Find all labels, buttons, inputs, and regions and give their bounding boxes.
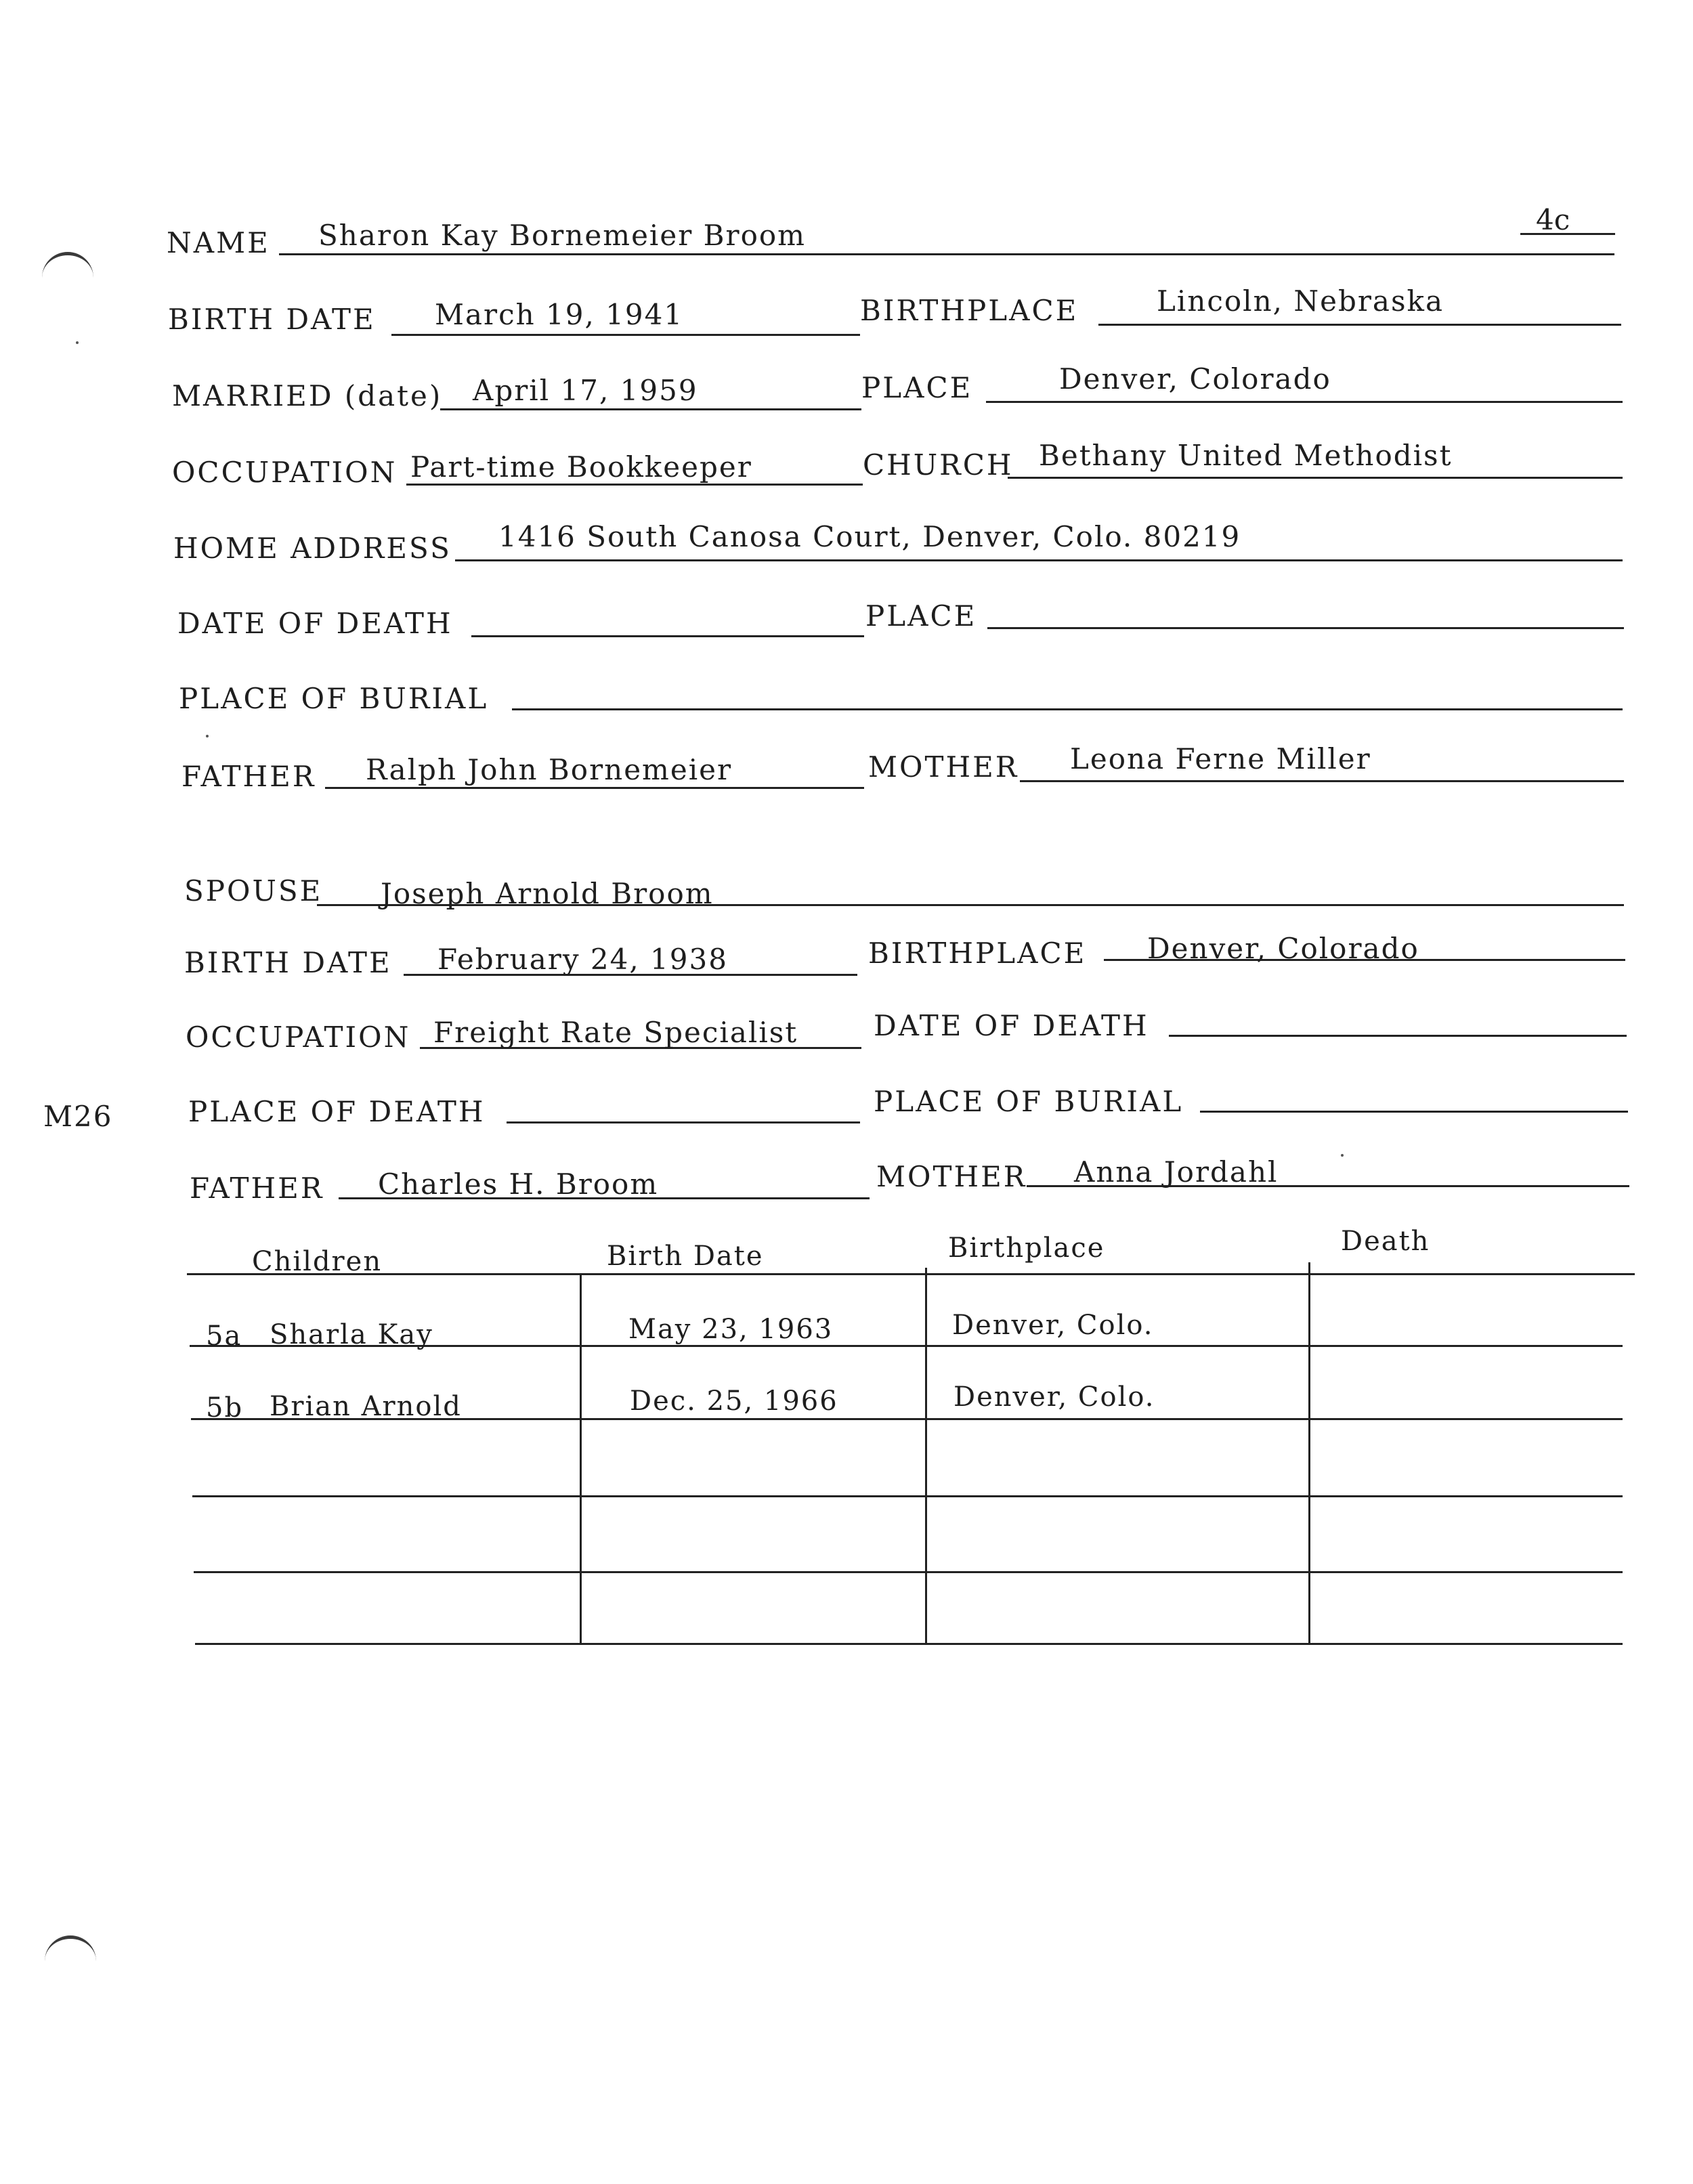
church-value: Bethany United Methodist: [1039, 439, 1453, 472]
birthplace-column-header: Birthplace: [948, 1233, 1105, 1264]
child-birthplace: Denver, Colo.: [953, 1382, 1155, 1413]
home-address-line: [455, 559, 1623, 561]
table-row-rule: [195, 1643, 1623, 1645]
page-reference-code: 4c: [1536, 203, 1570, 236]
spouse-label: SPOUSE: [184, 874, 323, 907]
birth-date-value: March 19, 1941: [435, 298, 684, 331]
mother-value: Leona Ferne Miller: [1070, 742, 1371, 775]
place-of-burial-line: [512, 708, 1623, 710]
child-name: Brian Arnold: [270, 1391, 462, 1422]
spouse-father-label: FATHER: [190, 1172, 324, 1205]
married-date-value: April 17, 1959: [473, 374, 698, 407]
table-header-rule: [187, 1273, 1635, 1275]
child-code: 5b: [206, 1392, 244, 1423]
spouse-birth-date-value: February 24, 1938: [437, 943, 728, 976]
child-name: Sharla Kay: [270, 1319, 433, 1350]
mother-label: MOTHER: [868, 750, 1019, 784]
child-birth-date: Dec. 25, 1966: [630, 1386, 838, 1417]
birthplace-line: [1098, 324, 1621, 326]
name-line: [279, 253, 1614, 255]
home-address-label: HOME ADDRESS: [173, 532, 452, 565]
spouse-birthplace-value: Denver, Colorado: [1147, 932, 1419, 965]
married-place-value: Denver, Colorado: [1059, 362, 1331, 395]
spouse-birthplace-label: BIRTHPLACE: [868, 937, 1087, 970]
spouse-mother-label: MOTHER: [876, 1160, 1027, 1193]
birthplace-label: BIRTHPLACE: [860, 294, 1079, 327]
child-code: 5a: [206, 1321, 242, 1352]
spouse-birth-date-label: BIRTH DATE: [184, 946, 392, 979]
place-of-burial-label: PLACE OF BURIAL: [179, 682, 489, 715]
child-birthplace: Denver, Colo.: [952, 1310, 1154, 1341]
name-label: NAME: [167, 226, 270, 259]
table-column-rule: [925, 1268, 927, 1643]
death-place-label: PLACE: [865, 599, 977, 633]
date-of-death-label: DATE OF DEATH: [177, 607, 453, 640]
child-birth-date: May 23, 1963: [628, 1314, 834, 1345]
occupation-value: Part-time Bookkeeper: [410, 450, 752, 484]
spouse-mother-value: Anna Jordahl: [1074, 1155, 1279, 1189]
spouse-place-of-burial-line: [1200, 1111, 1628, 1113]
father-value: Ralph John Bornemeier: [366, 753, 733, 786]
page-reference-underline: [1520, 233, 1615, 235]
table-row-rule: [192, 1495, 1623, 1497]
children-column-header: Children: [252, 1246, 383, 1277]
birth-date-label: BIRTH DATE: [168, 303, 376, 336]
spouse-place-of-death-label: PLACE OF DEATH: [188, 1095, 486, 1128]
married-place-label: PLACE: [861, 371, 973, 404]
father-line: [325, 787, 864, 789]
paper-speck: [1341, 1154, 1344, 1157]
mother-line: [1020, 780, 1624, 782]
margin-reference-code: M26: [43, 1100, 113, 1133]
spouse-value: Joseph Arnold Broom: [381, 877, 714, 910]
birth-date-column-header: Birth Date: [607, 1241, 764, 1272]
church-label: CHURCH: [863, 448, 1014, 481]
married-place-line: [986, 401, 1623, 403]
spouse-father-value: Charles H. Broom: [378, 1168, 659, 1201]
birth-date-line: [391, 334, 860, 336]
paper-speck: [206, 735, 209, 737]
occupation-label: OCCUPATION: [172, 456, 398, 489]
spouse-occupation-label: OCCUPATION: [186, 1021, 411, 1054]
married-date-line: [440, 408, 861, 410]
death-place-line: [987, 627, 1624, 629]
father-label: FATHER: [181, 760, 316, 793]
church-line: [1008, 477, 1623, 479]
birthplace-value: Lincoln, Nebraska: [1157, 284, 1444, 318]
spouse-occupation-value: Freight Rate Specialist: [433, 1016, 798, 1049]
married-date-label: MARRIED (date): [172, 379, 443, 412]
table-column-rule: [1308, 1262, 1310, 1643]
date-of-death-line: [471, 635, 864, 637]
spouse-place-of-death-line: [507, 1121, 860, 1123]
paper-speck: [76, 341, 79, 344]
occupation-line: [406, 484, 863, 486]
spouse-date-of-death-label: DATE OF DEATH: [874, 1009, 1149, 1042]
name-value: Sharon Kay Bornemeier Broom: [318, 219, 806, 252]
table-column-rule: [580, 1273, 582, 1643]
home-address-value: 1416 South Canosa Court, Denver, Colo. 80219: [498, 520, 1241, 553]
hole-punch-mark-bottom: [45, 1935, 96, 1966]
table-row-rule: [194, 1571, 1623, 1573]
hole-punch-mark-top: [42, 252, 93, 282]
death-column-header: Death: [1341, 1226, 1430, 1257]
spouse-place-of-burial-label: PLACE OF BURIAL: [874, 1085, 1184, 1118]
spouse-date-of-death-line: [1169, 1035, 1627, 1037]
